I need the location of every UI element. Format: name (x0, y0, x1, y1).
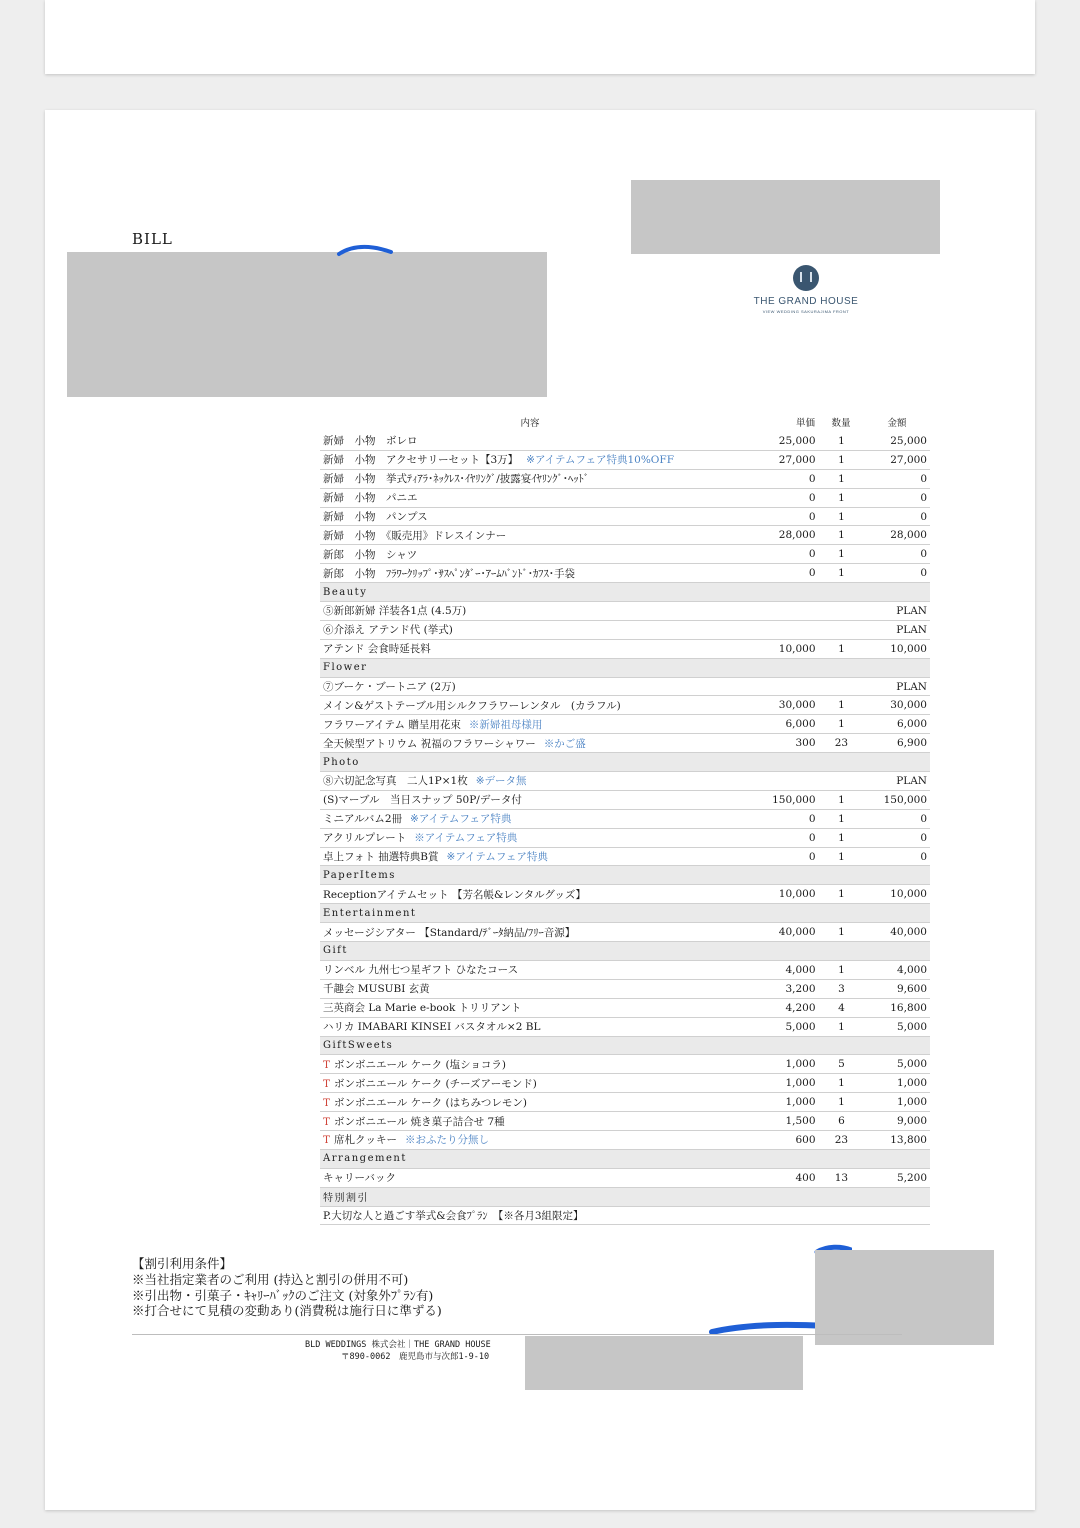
table-row (320, 885, 930, 904)
item-description: メイン&ゲストテーブル用シルクフラワーレンタル (カラフル) (323, 699, 621, 712)
table-row (320, 1112, 930, 1131)
item-description: ボンボニエール ケーク (チーズアーモンド) (334, 1077, 537, 1090)
item-description-cell (320, 1019, 741, 1034)
table-row (320, 1207, 930, 1226)
column-header-amount: 金額 (887, 418, 907, 429)
table-row (320, 715, 930, 734)
item-description: 席札クッキー (334, 1134, 398, 1147)
item-description: 千趣会 MUSUBI 玄黄 (323, 983, 430, 996)
item-description-cell (320, 1095, 741, 1110)
amount-cell: PLAN (896, 680, 927, 693)
category-row (320, 904, 930, 923)
table-row (320, 1169, 930, 1188)
item-description: 新婦 小物 パンプス (323, 511, 428, 523)
amount-cell: 0 (920, 491, 927, 504)
table-row (320, 526, 930, 545)
company-name: BLD WEDDINGS 株式会社｜THE GRAND HOUSE (305, 1340, 491, 1350)
item-note: ※アイテムフェア特典 (414, 832, 518, 845)
table-row (320, 829, 930, 848)
item-description-cell (320, 433, 741, 448)
quantity-cell: 1 (838, 510, 845, 523)
amount-cell: 0 (920, 510, 927, 523)
column-header-unit-price: 単価 (795, 418, 815, 429)
amount-cell: 0 (920, 850, 927, 863)
amount-cell: 6,000 (896, 718, 927, 731)
quantity-cell: 1 (838, 812, 845, 825)
item-description-cell (320, 849, 741, 864)
category-label: Gift (323, 945, 348, 957)
item-description-cell (320, 925, 741, 940)
amount-cell: 27,000 (890, 453, 927, 466)
unit-price-cell: 3,200 (785, 982, 816, 995)
quantity-cell: 1 (838, 699, 845, 712)
table-row (320, 810, 930, 829)
amount-cell: PLAN (896, 774, 927, 787)
venue-logo-name: THE GRAND HOUSE (753, 296, 859, 307)
condition-line: ※打合せにて見積の変動あり(消費税は施行日に準ずる) (132, 1303, 442, 1319)
unit-price-cell: 10,000 (778, 888, 816, 901)
category-row (320, 659, 930, 678)
amount-cell: 9,600 (896, 982, 927, 995)
item-description: キャリーバック (323, 1172, 396, 1185)
table-row (320, 772, 930, 791)
quantity-cell: 1 (838, 453, 845, 466)
item-description: Receptionアイテムセット 【芳名帳&レンタルグッズ】 (323, 888, 586, 901)
unit-price-cell: 1,500 (785, 1115, 816, 1127)
item-description: ハリカ IMABARI KINSEI バスタオル×2 BL (323, 1021, 541, 1034)
quantity-cell: 1 (838, 1077, 845, 1090)
category-label: 特別割引 (323, 1193, 369, 1205)
table-row (320, 451, 930, 470)
item-description: ⑧六切記念写真 二人1P×1枚 (323, 775, 468, 788)
category-label: Photo (323, 756, 360, 768)
table-header (320, 412, 930, 432)
item-description-cell (320, 811, 741, 826)
table-row (320, 545, 930, 564)
amount-cell: PLAN (896, 604, 927, 617)
item-note: ※おふたり分無し (405, 1134, 490, 1147)
amount-cell: 0 (920, 831, 927, 844)
quantity-cell: 1 (838, 718, 845, 731)
table-row (320, 734, 930, 753)
column-header-quantity: 数量 (831, 418, 851, 429)
amount-cell: 5,000 (896, 1058, 927, 1071)
quantity-cell: 13 (834, 1171, 849, 1184)
item-description: ボンボニエール ケーク (はちみつレモン) (334, 1096, 527, 1109)
conditions-heading: 【割引利用条件】 (132, 1256, 233, 1271)
table-row (320, 602, 930, 621)
condition-line: ※当社指定業者のご利用 (持込と割引の併用不可) (132, 1271, 409, 1287)
quantity-cell: 1 (838, 963, 845, 976)
amount-cell: 9,000 (896, 1115, 927, 1127)
item-description-cell (320, 1057, 741, 1072)
table-row (320, 489, 930, 508)
item-mark: T (323, 1115, 331, 1128)
unit-price-cell: 1,000 (785, 1058, 816, 1071)
redacted-footer-block (525, 1336, 803, 1390)
table-row (320, 1131, 930, 1150)
company-info (305, 1339, 491, 1363)
quantity-cell: 1 (838, 567, 845, 580)
item-note: ※アイテムフェア特典10%OFF (526, 454, 674, 467)
unit-price-cell: 150,000 (772, 793, 816, 806)
quantity-cell: 1 (838, 888, 845, 901)
category-row (320, 866, 930, 885)
table-row (320, 678, 930, 697)
table-row (320, 508, 930, 527)
unit-price-cell: 0 (808, 548, 816, 561)
item-description: ミニアルバム2冊 (323, 813, 403, 826)
quantity-cell: 1 (838, 1096, 845, 1109)
item-description-cell (320, 792, 741, 807)
redacted-signature-block (815, 1250, 994, 1345)
quantity-cell: 1 (838, 529, 845, 542)
unit-price-cell: 600 (795, 1133, 816, 1146)
item-description-cell (320, 528, 741, 543)
table-row (320, 640, 930, 659)
item-description: ⑤新郎新婦 洋装各1点 (4.5万) (323, 605, 467, 618)
quantity-cell: 1 (838, 642, 845, 655)
item-description-cell (320, 509, 741, 524)
quantity-cell: 6 (838, 1115, 845, 1127)
unit-price-cell: 10,000 (778, 642, 816, 655)
item-description-cell (320, 981, 741, 996)
item-description: ボンボニエール 焼き菓子詰合せ 7種 (334, 1115, 505, 1128)
item-description: 新婦 小物 ボレロ (323, 435, 418, 448)
category-row (320, 1037, 930, 1056)
amount-cell: 0 (920, 548, 927, 561)
item-description: メッセージシアター 【Standard/ﾃﾞｰﾀ納品/ﾌﾘｰ音源】 (323, 926, 576, 939)
category-label: PaperItems (323, 869, 396, 881)
amount-cell: 10,000 (890, 888, 927, 901)
unit-price-cell: 6,000 (785, 718, 816, 731)
item-description: ⑥介添え アテンド代 (挙式) (323, 624, 453, 637)
unit-price-cell: 400 (795, 1171, 816, 1184)
item-description-cell (320, 452, 741, 467)
redacted-address-block (67, 252, 547, 397)
quantity-cell: 5 (838, 1058, 845, 1071)
item-description: アテンド 会食時延長料 (323, 643, 431, 656)
amount-cell: 28,000 (890, 529, 927, 542)
item-mark: T (323, 1096, 331, 1109)
amount-cell: 13,800 (890, 1133, 927, 1146)
table-row (320, 791, 930, 810)
category-label: Entertainment (323, 907, 417, 919)
item-description-cell (320, 1208, 741, 1223)
item-description: ⑦ブーケ・ブートニア (2万) (323, 681, 456, 694)
item-description-cell (320, 471, 741, 486)
unit-price-cell: 0 (808, 472, 816, 485)
amount-cell: 4,000 (896, 963, 927, 976)
unit-price-cell: 1,000 (785, 1077, 816, 1090)
item-description-cell (320, 603, 741, 618)
item-description-cell (320, 1000, 741, 1015)
unit-price-cell: 27,000 (778, 453, 816, 466)
item-description-cell (320, 641, 741, 656)
quantity-cell: 1 (838, 1020, 845, 1033)
amount-cell: PLAN (896, 623, 927, 636)
company-address: 〒890-0062 鹿児島市与次郎1-9-10 (341, 1352, 490, 1362)
item-description: 新婦 小物 《販売用》ドレスインナー (323, 529, 507, 542)
item-description-cell (320, 566, 741, 581)
category-label: Beauty (323, 586, 368, 598)
unit-price-cell: 40,000 (778, 926, 816, 939)
table-row (320, 999, 930, 1018)
item-description-cell (320, 490, 741, 505)
category-label: Arrangement (323, 1153, 407, 1165)
pen-scribble (335, 244, 395, 258)
item-description: 卓上フォト 抽選特典B賞 (323, 851, 439, 864)
table-row (320, 432, 930, 451)
quantity-cell: 4 (838, 1001, 845, 1014)
item-description: フラワーアイテム 贈呈用花束 (323, 718, 461, 731)
table-body (320, 432, 930, 1225)
unit-price-cell: 28,000 (778, 529, 816, 542)
item-description: 新郎 小物 ﾌﾗﾜｰｸﾘｯﾌﾟ･ｻｽﾍﾟﾝﾀﾞｰ･ｱｰﾑﾊﾞﾝﾄﾞ･ｶﾌｽ･手袋 (323, 567, 575, 580)
item-description-cell (320, 773, 741, 788)
item-description: 全天候型アトリウム 祝福のフラワーシャワー (323, 737, 536, 750)
item-note: ※データ無 (475, 775, 527, 788)
item-description-cell (320, 887, 741, 902)
unit-price-cell: 30,000 (778, 699, 816, 712)
amount-cell: 6,900 (896, 737, 927, 750)
condition-line: ※引出物・引菓子・ｷｬﾘｰﾊﾞｯｸのご注文 (対象外ﾌﾟﾗﾝ有) (132, 1287, 434, 1303)
amount-cell: 5,000 (896, 1020, 927, 1033)
amount-cell: 30,000 (890, 699, 927, 712)
venue-logo (751, 265, 861, 314)
table-row (320, 470, 930, 489)
unit-price-cell: 25,000 (778, 434, 816, 447)
item-note: ※アイテムフェア特典 (446, 851, 548, 864)
amount-cell: 1,000 (896, 1077, 927, 1090)
item-description-cell (320, 1170, 741, 1185)
category-row (320, 1150, 930, 1169)
table-row (320, 621, 930, 640)
unit-price-cell: 0 (808, 491, 816, 504)
item-description-cell (320, 547, 741, 562)
amount-cell: 150,000 (883, 793, 927, 806)
table-row (320, 961, 930, 980)
unit-price-cell: 0 (808, 831, 816, 844)
discount-conditions (132, 1256, 442, 1319)
category-row (320, 942, 930, 961)
item-description-cell (320, 679, 741, 694)
unit-price-cell: 0 (808, 812, 816, 825)
amount-cell: 0 (920, 812, 927, 825)
amount-cell: 10,000 (890, 642, 927, 655)
amount-cell: 1,000 (896, 1096, 927, 1109)
item-description: (S)マーブル 当日スナップ 50P/データ付 (323, 794, 522, 807)
previous-page-sheet (45, 0, 1035, 74)
item-description: ボンボニエール ケーク (塩ショコラ) (334, 1058, 506, 1071)
item-description: 新婦 小物 挙式ﾃｨｱﾗ･ﾈｯｸﾚｽ･ｲﾔﾘﾝｸﾞ/披露宴ｲﾔﾘﾝｸﾞ･ﾍｯﾄﾞ (323, 473, 590, 486)
table-row (320, 1093, 930, 1112)
item-description-cell (320, 717, 741, 732)
amount-cell: 16,800 (890, 1001, 927, 1014)
item-description-cell (320, 1132, 741, 1147)
unit-price-cell: 1,000 (785, 1096, 816, 1109)
item-note: ※新婦祖母様用 (468, 718, 543, 731)
category-label: Flower (323, 662, 368, 674)
amount-cell: 40,000 (890, 926, 927, 939)
quantity-cell: 23 (834, 1133, 849, 1146)
item-mark: T (323, 1058, 331, 1071)
quantity-cell: 1 (838, 472, 845, 485)
item-description-cell (320, 1076, 741, 1091)
unit-price-cell: 0 (808, 510, 816, 523)
table-row (320, 1055, 930, 1074)
unit-price-cell: 4,000 (785, 963, 816, 976)
column-header-description: 内容 (520, 418, 540, 429)
category-label: GiftSweets (323, 1039, 394, 1051)
category-row (320, 1188, 930, 1207)
item-description-cell (320, 698, 741, 713)
quantity-cell: 1 (838, 434, 845, 447)
item-note: ※かご盛 (543, 737, 586, 750)
table-row (320, 923, 930, 942)
amount-cell: 0 (920, 472, 927, 485)
table-row (320, 980, 930, 999)
bill-items-table (320, 412, 930, 1225)
item-description-cell (320, 830, 741, 845)
item-description-cell (320, 622, 741, 637)
item-description-cell (320, 736, 741, 751)
venue-logo-tagline: VIEW WEDDING SAKURAJIMA FRONT (762, 309, 850, 314)
item-description: 三英商会 La Marie e-book トリリアント (323, 1002, 522, 1015)
table-row (320, 564, 930, 583)
item-mark: T (323, 1134, 331, 1147)
table-row (320, 1074, 930, 1093)
table-row (320, 696, 930, 715)
amount-cell: 5,200 (896, 1171, 927, 1184)
category-row (320, 753, 930, 772)
item-description-cell (320, 1114, 741, 1129)
redacted-header-block (631, 180, 940, 254)
item-description: P.大切な人と過ごす挙式&会食ﾌﾟﾗﾝ 【※各月3組限定】 (323, 1209, 584, 1222)
item-description: 新郎 小物 シャツ (323, 548, 418, 561)
amount-cell: 25,000 (890, 434, 927, 447)
unit-price-cell: 0 (808, 567, 816, 580)
item-mark: T (323, 1077, 331, 1090)
item-description: リンベル 九州七つ星ギフト ひなたコース (323, 964, 519, 977)
quantity-cell: 1 (838, 831, 845, 844)
quantity-cell: 23 (834, 737, 849, 750)
item-description: 新婦 小物 アクセサリーセット【3万】 (323, 454, 519, 467)
quantity-cell: 1 (838, 491, 845, 504)
item-description: アクリルプレート (323, 832, 407, 845)
table-row (320, 1018, 930, 1037)
footer-divider (132, 1334, 902, 1335)
item-description-cell (320, 962, 741, 977)
table-row (320, 848, 930, 867)
amount-cell: 0 (920, 567, 927, 580)
bill-title: BILL (132, 230, 173, 248)
quantity-cell: 1 (838, 793, 845, 806)
quantity-cell: 3 (838, 982, 845, 995)
quantity-cell: 1 (838, 926, 845, 939)
item-note: ※アイテムフェア特典 (410, 813, 512, 826)
unit-price-cell: 0 (808, 850, 816, 863)
venue-logo-icon (793, 265, 819, 291)
unit-price-cell: 300 (795, 737, 816, 750)
unit-price-cell: 5,000 (785, 1020, 816, 1033)
unit-price-cell: 4,200 (785, 1001, 816, 1014)
bill-page (45, 110, 1035, 1510)
category-row (320, 583, 930, 602)
quantity-cell: 1 (838, 850, 845, 863)
quantity-cell: 1 (838, 548, 845, 561)
item-description: 新婦 小物 パニエ (323, 492, 418, 505)
